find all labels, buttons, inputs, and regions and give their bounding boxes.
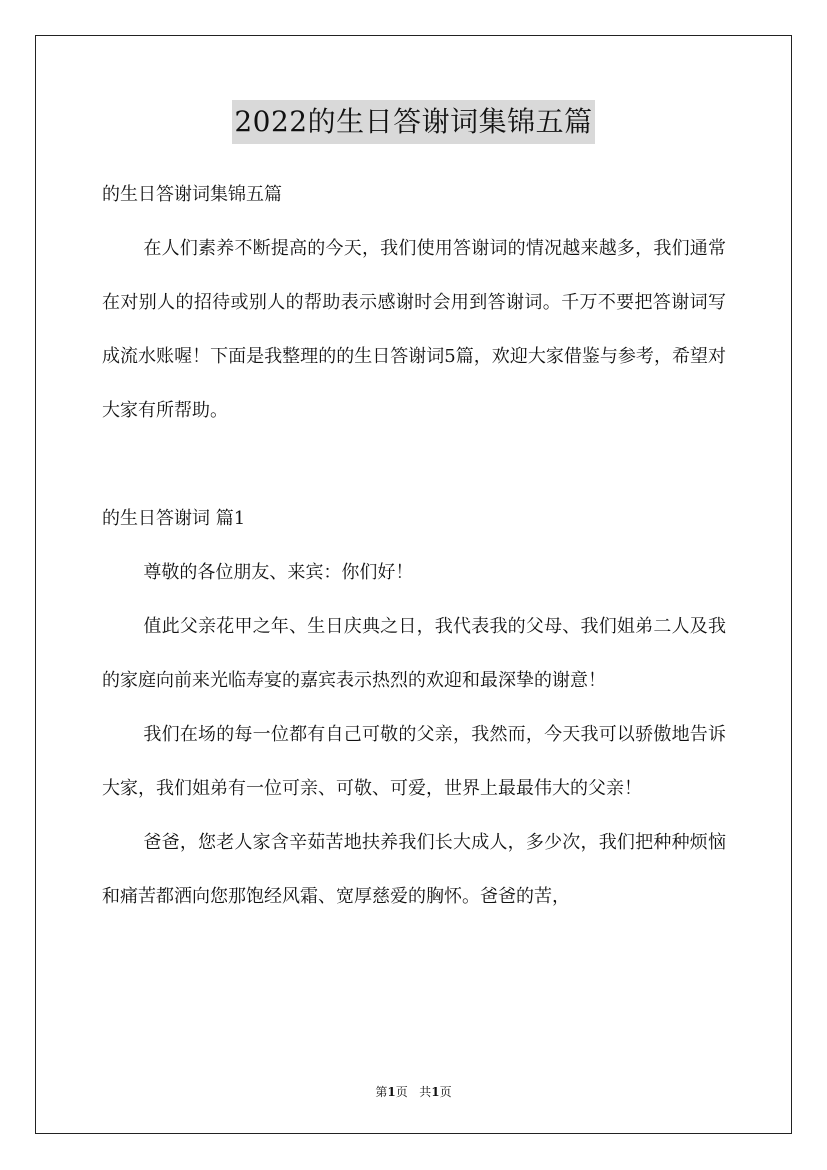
total-suffix: 页: [439, 1085, 452, 1099]
page-prefix: 第: [375, 1085, 388, 1099]
document-title: 2022的生日答谢词集锦五篇: [232, 100, 594, 144]
document-subtitle: 的生日答谢词集锦五篇: [102, 184, 282, 205]
total-pages: 1: [431, 1085, 440, 1099]
body-paragraph: 爸爸，您老人家含辛茹苦地扶养我们长大成人，多少次，我们把种种烦恼和痛苦都洒向您那饱经风霜、宽厚慈爱的胸怀。爸爸的苦，: [102, 832, 726, 907]
body-paragraph: 值此父亲花甲之年、生日庆典之日，我代表我的父母、我们姐弟二人及我的家庭向前来光临寿宴的嘉宾表示热烈的欢迎和最深挚的谢意！: [102, 616, 726, 691]
page-number: 1: [387, 1085, 396, 1099]
total-prefix: 共: [419, 1085, 432, 1099]
page-footer: [0, 1083, 827, 1101]
page-suffix: 页: [395, 1085, 408, 1099]
body-paragraph: 我们在场的每一位都有自己可敬的父亲，我然而，今天我可以骄傲地告诉大家，我们姐弟有一位可亲、可敬、可爱，世界上最最伟大的父亲！: [102, 724, 726, 799]
title-container: [0, 100, 827, 144]
intro-paragraph: 在人们素养不断提高的今天，我们使用答谢词的情况越来越多，我们通常在对别人的招待或别人的帮助表示感谢时会用到答谢词。千万不要把答谢词写成流水账喔！下面是我整理的的生日答谢词5篇，欢迎大家借鉴与参考，希望对大家有所帮助。: [102, 238, 726, 421]
document-body: [102, 168, 726, 924]
section-heading: 的生日答谢词 篇1: [102, 508, 246, 529]
body-paragraph: 尊敬的各位朋友、来宾：你们好！: [143, 562, 414, 583]
